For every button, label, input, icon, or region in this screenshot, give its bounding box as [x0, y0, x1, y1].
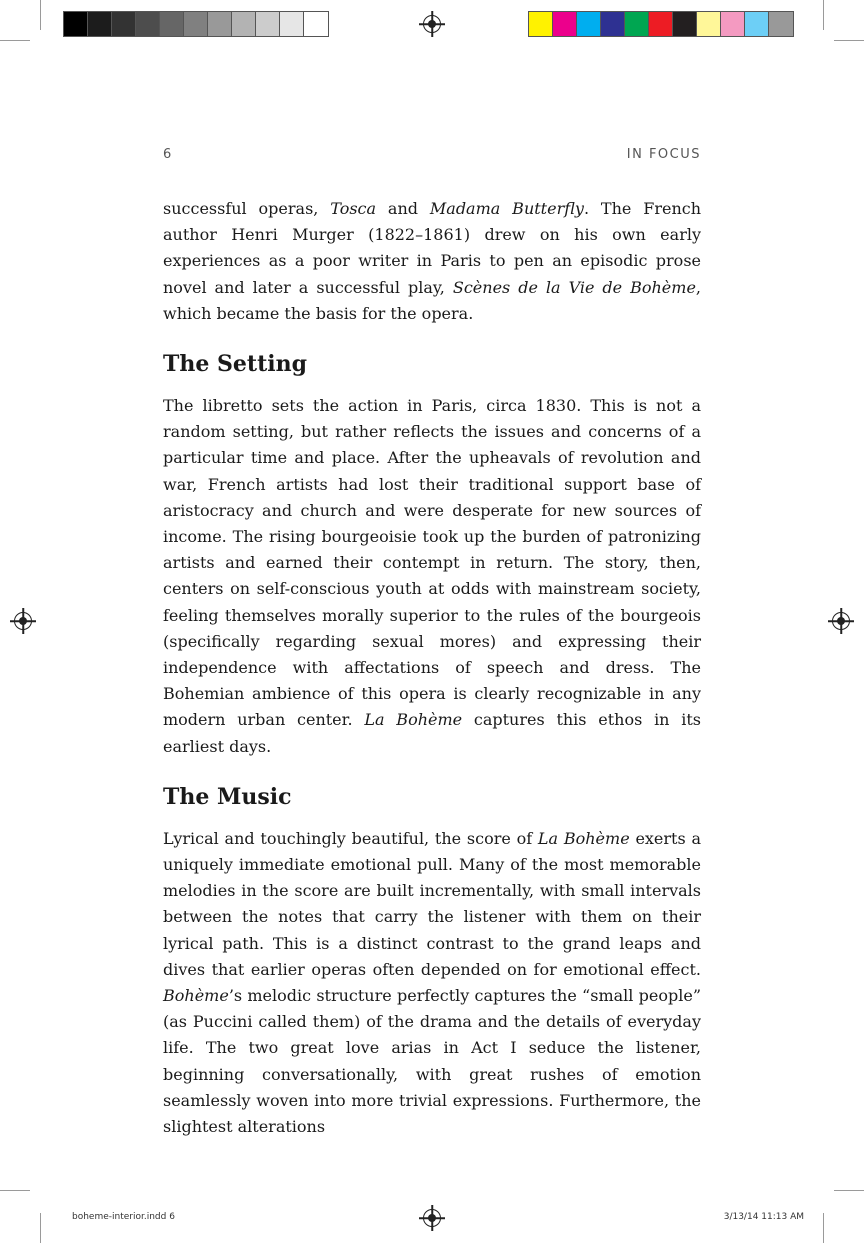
color-swatch	[745, 12, 769, 36]
body-text	[163, 196, 701, 1140]
color-swatch	[160, 12, 184, 36]
crop-mark	[823, 1213, 824, 1243]
grayscale-calibration-bar	[63, 11, 329, 37]
music-paragraph: Lyrical and touchingly beautiful, the score of La Bohème exerts a uniquely immediate emotional pull. Many of the most memorable melodies in the score are built incrementally, with small intervals between the notes that carry the listener with them on their lyrical path. This is a distinct contrast to the grand leaps and dives that earlier operas often depended on for emotional effect. Bohème’s melodic structure perfectly captures the “small people” (as Puccini called them) of the drama and the details of everyday life. The two great love arias in Act I seduce the listener, beginning conversationally, with great rushes of emotion seamlessly woven into more trivial expressions. Furthermore, the slightest alterations	[163, 828, 702, 1137]
slug-timestamp: 3/13/14 11:13 AM	[723, 1212, 804, 1222]
running-title: IN FOCUS	[626, 147, 701, 162]
color-swatch	[697, 12, 721, 36]
color-swatch	[577, 12, 601, 36]
running-head	[163, 147, 701, 167]
registration-mark-icon	[14, 612, 32, 630]
color-swatch	[136, 12, 160, 36]
color-swatch	[769, 12, 793, 36]
crop-mark	[834, 1190, 864, 1191]
slug-filename: boheme-interior.indd 6	[72, 1212, 175, 1222]
crop-mark	[834, 40, 864, 41]
color-swatch	[601, 12, 625, 36]
registration-mark-icon	[423, 1209, 441, 1227]
crop-mark	[0, 1190, 30, 1191]
color-swatch	[232, 12, 256, 36]
registration-mark-icon	[832, 612, 850, 630]
color-swatch	[88, 12, 112, 36]
crop-mark	[40, 0, 41, 30]
color-calibration-bar	[528, 11, 794, 37]
color-swatch	[673, 12, 697, 36]
color-swatch	[721, 12, 745, 36]
color-swatch	[64, 12, 88, 36]
crop-mark	[0, 40, 30, 41]
crop-mark	[40, 1213, 41, 1243]
section-heading-setting: The Setting	[163, 351, 307, 378]
intro-paragraph: successful operas, Tosca and Madama Butterfly. The French author Henri Murger (1822–1861) drew on his own early experiences as a poor writer in Paris to pen an episodic prose novel and later a successful play, Scènes de la Vie de Bohème, which became the basis for the opera.	[163, 199, 702, 323]
color-swatch	[112, 12, 136, 36]
setting-paragraph: The libretto sets the action in Paris, circa 1830. This is not a random setting, but rather reflects the issues and concerns of a particular time and place. After the upheavals of revolution and war, French artists had lost their traditional support base of aristocracy and church and were desperate for new sources of income. The rising bourgeoisie took up the burden of patronizing artists and earned their contempt in return. The story, then, centers on self-conscious youth at odds with mainstream society, feeling themselves morally superior to the rules of the bourgeois (specifically regarding sexual mores) and expressing their independence with affectations of speech and dress. The Bohemian ambience of this opera is clearly recognizable in any modern urban center. La Bohème captures this ethos in its earliest days.	[163, 396, 701, 756]
color-swatch	[529, 12, 553, 36]
color-swatch	[280, 12, 304, 36]
registration-mark-icon	[423, 15, 441, 33]
crop-mark	[823, 0, 824, 30]
color-swatch	[649, 12, 673, 36]
page-number: 6	[163, 147, 172, 162]
section-heading-music: The Music	[163, 783, 292, 810]
color-swatch	[625, 12, 649, 36]
color-swatch	[304, 12, 328, 36]
color-swatch	[184, 12, 208, 36]
color-swatch	[553, 12, 577, 36]
color-swatch	[208, 12, 232, 36]
color-swatch	[256, 12, 280, 36]
